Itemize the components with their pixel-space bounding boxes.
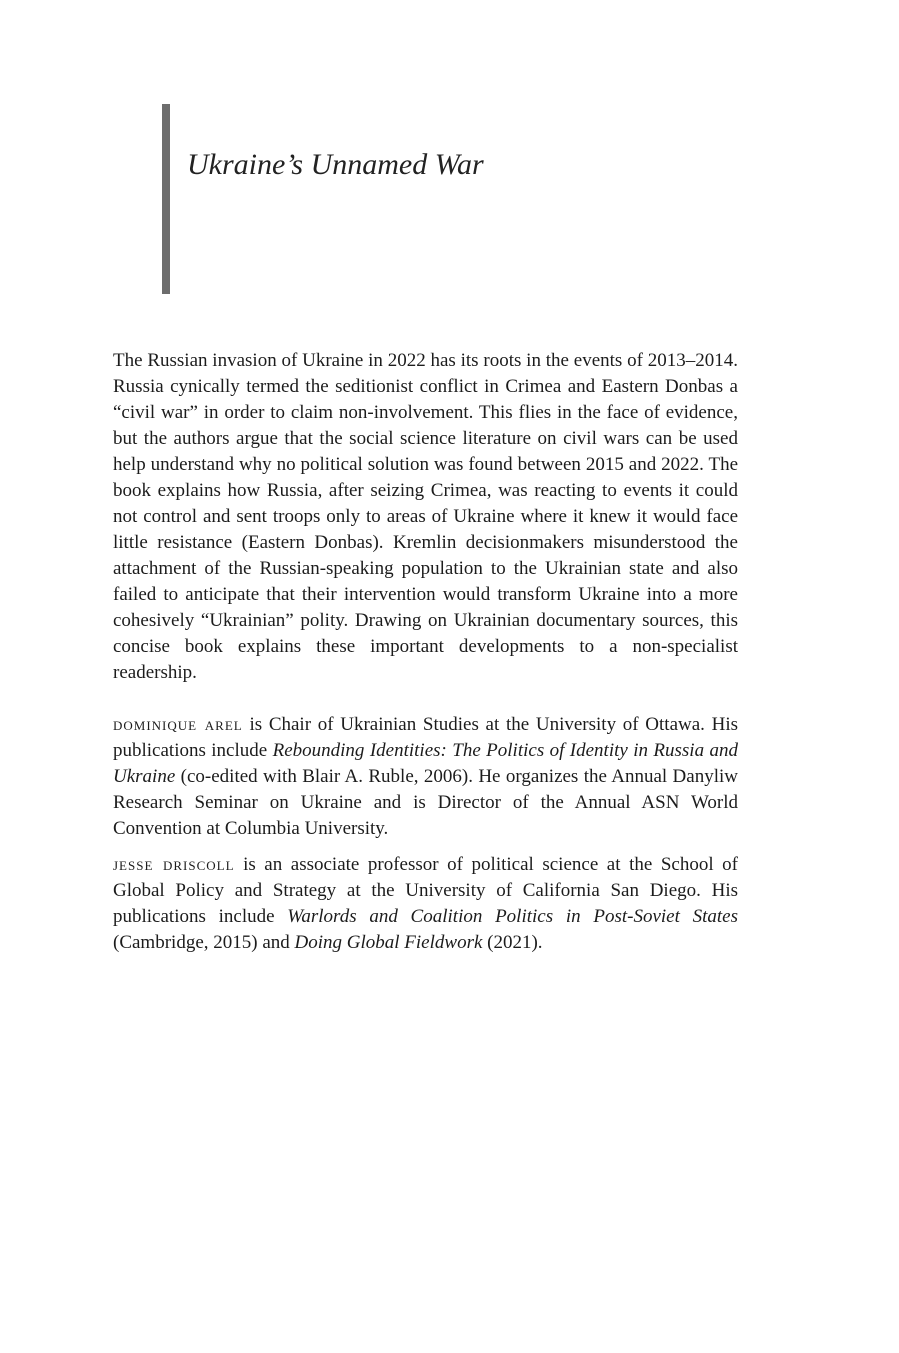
author-bio-driscoll-text-3: (2021). [482,932,543,953]
title-accent-bar [162,104,170,294]
author-bio-arel-text-1: is Chair of Ukrainian Studies at the University of Ottawa. His publications include [113,714,739,761]
author-bio-arel [113,712,738,842]
page-content [113,348,738,956]
title-block [162,104,762,294]
author-name-driscoll: jesse driscoll [113,854,235,875]
author-driscoll-work-2: Doing Global Fieldwork [294,932,483,953]
book-title: Ukraine’s Unnamed War [187,148,484,181]
author-bio-driscoll-text-1: is an associate professor of political science at the School of Global Policy and Strategy at the University of California San Diego. His publications include [113,854,738,927]
author-name-arel: dominique arel [113,714,243,735]
author-bio-driscoll [113,852,738,956]
author-arel-work-1: Rebounding Identities: The Politics of Identity in Russia and Ukraine [113,740,738,787]
author-bio-arel-text-2: (co-edited with Blair A. Ruble, 2006). He organizes the Annual Danyliw Research Seminar on Ukraine and is Director of the Annual ASN World Convention at Columbia University. [113,766,738,839]
book-summary: The Russian invasion of Ukraine in 2022 has its roots in the events of 2013–2014. Russia cynically termed the seditionist conflict in Crimea and Eastern Donbas a “civil war” in order to claim non-involvement. This flies in the face of evidence, but the authors argue that the social science literature on civil wars can be used help understand why no political solution was found between 2015 and 2022. The book explains how Russia, after seizing Crimea, was reacting to events it could not control and sent troops only to areas of Ukraine where it knew it would face little resistance (Eastern Donbas). Kremlin decisionmakers misunderstood the attachment of the Russian-speaking population to the Ukrainian state and also failed to anticipate that their intervention would transform Ukraine into a more cohesively “Ukrainian” polity. Drawing on Ukrainian documentary sources, this concise book explains these important developments to a non-specialist readership. [113,350,738,683]
author-bio-driscoll-text-2: (Cambridge, 2015) and [113,932,295,953]
author-driscoll-work-1: Warlords and Coalition Politics in Post-Soviet States [287,906,738,927]
